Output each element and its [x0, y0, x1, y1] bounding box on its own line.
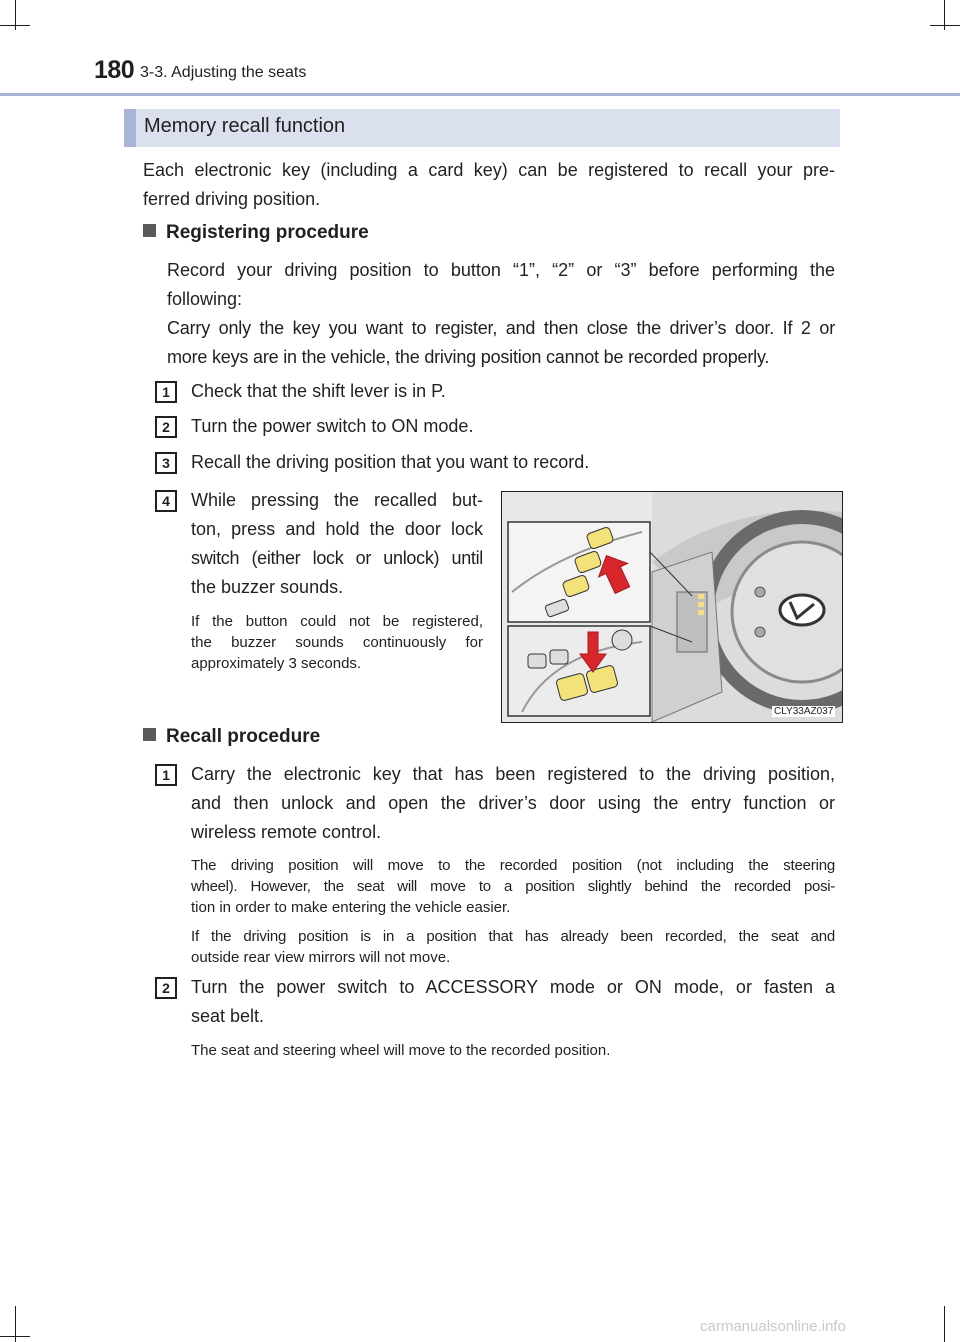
- step-number-badge: 1: [155, 764, 177, 786]
- intro-line: ferred driving position.: [143, 189, 321, 209]
- registering-lead: following:: [167, 289, 243, 309]
- step-note: wheel). However, the seat will move to a position slightly behind the recorded posi-: [191, 878, 835, 895]
- step-text: seat belt.: [191, 1006, 265, 1026]
- step-text: switch (either lock or unlock) until: [191, 548, 483, 568]
- step-note: If the button could not be registered,: [191, 613, 483, 630]
- crop-mark: [944, 0, 945, 30]
- step-note: the buzzer sounds continuously for: [191, 634, 483, 651]
- step-text: wireless remote control.: [191, 822, 382, 842]
- recall-heading: [143, 726, 320, 748]
- step-note: The seat and steering wheel will move to the recorded position.: [191, 1042, 611, 1059]
- step-text: Turn the power switch to ACCESSORY mode or ON mode, or fasten a: [191, 977, 835, 997]
- step-note: tion in order to make entering the vehicle easier.: [191, 899, 511, 916]
- step-text: ton, press and hold the door lock: [191, 519, 483, 539]
- crop-mark: [944, 1306, 945, 1342]
- step-number-badge: 4: [155, 490, 177, 512]
- crop-mark: [930, 25, 960, 26]
- step-text: Check that the shift lever is in P.: [191, 381, 446, 401]
- section-heading-bar: [124, 109, 840, 147]
- square-bullet-icon: [143, 224, 156, 237]
- page-header: [92, 54, 942, 94]
- header-rule: [0, 93, 960, 96]
- intro-line: Each electronic key (including a card key) can be registered to recall your pre-: [143, 160, 835, 180]
- step-number-badge: 2: [155, 416, 177, 438]
- square-bullet-icon: [143, 728, 156, 741]
- step-text: the buzzer sounds.: [191, 577, 344, 597]
- step-text: Recall the driving position that you want to record.: [191, 452, 590, 472]
- page-number: 180: [94, 56, 135, 84]
- step-text: Turn the power switch to ON mode.: [191, 416, 474, 436]
- watermark: carmanualsonline.info: [700, 1318, 846, 1335]
- step-note: The driving position will move to the recorded position (not including the steering: [191, 857, 835, 874]
- crop-mark: [15, 1306, 16, 1342]
- step-number-badge: 3: [155, 452, 177, 474]
- illustration-svg: [502, 492, 842, 722]
- figure-code: CLY33AZ037: [774, 706, 834, 717]
- registering-heading-text: Registering procedure: [166, 222, 369, 243]
- registering-heading: [143, 222, 369, 244]
- step-number-badge: 1: [155, 381, 177, 403]
- step-text: Carry the electronic key that has been registered to the driving position,: [191, 764, 835, 784]
- step-note: approximately 3 seconds.: [191, 655, 362, 672]
- step-note: If the driving position is in a position that has already been recorded, the seat and: [191, 928, 835, 945]
- step-text: While pressing the recalled but-: [191, 490, 483, 510]
- chapter-title: 3-3. Adjusting the seats: [140, 64, 307, 81]
- step-text: and then unlock and open the driver’s door using the entry function or: [191, 793, 835, 813]
- section-title: Memory recall function: [144, 115, 346, 137]
- registering-lead: more keys are in the vehicle, the driving position cannot be recorded properly.: [167, 347, 770, 367]
- registering-lead: Carry only the key you want to register, and then close the driver’s door. If 2 or: [167, 318, 835, 338]
- step-number-badge: 2: [155, 977, 177, 999]
- registering-lead: Record your driving position to button “1”, “2” or “3” before performing the: [167, 260, 835, 280]
- step-note: outside rear view mirrors will not move.: [191, 949, 451, 966]
- recall-heading-text: Recall procedure: [166, 726, 321, 747]
- crop-mark: [15, 0, 16, 30]
- door-switch-illustration: [501, 491, 843, 723]
